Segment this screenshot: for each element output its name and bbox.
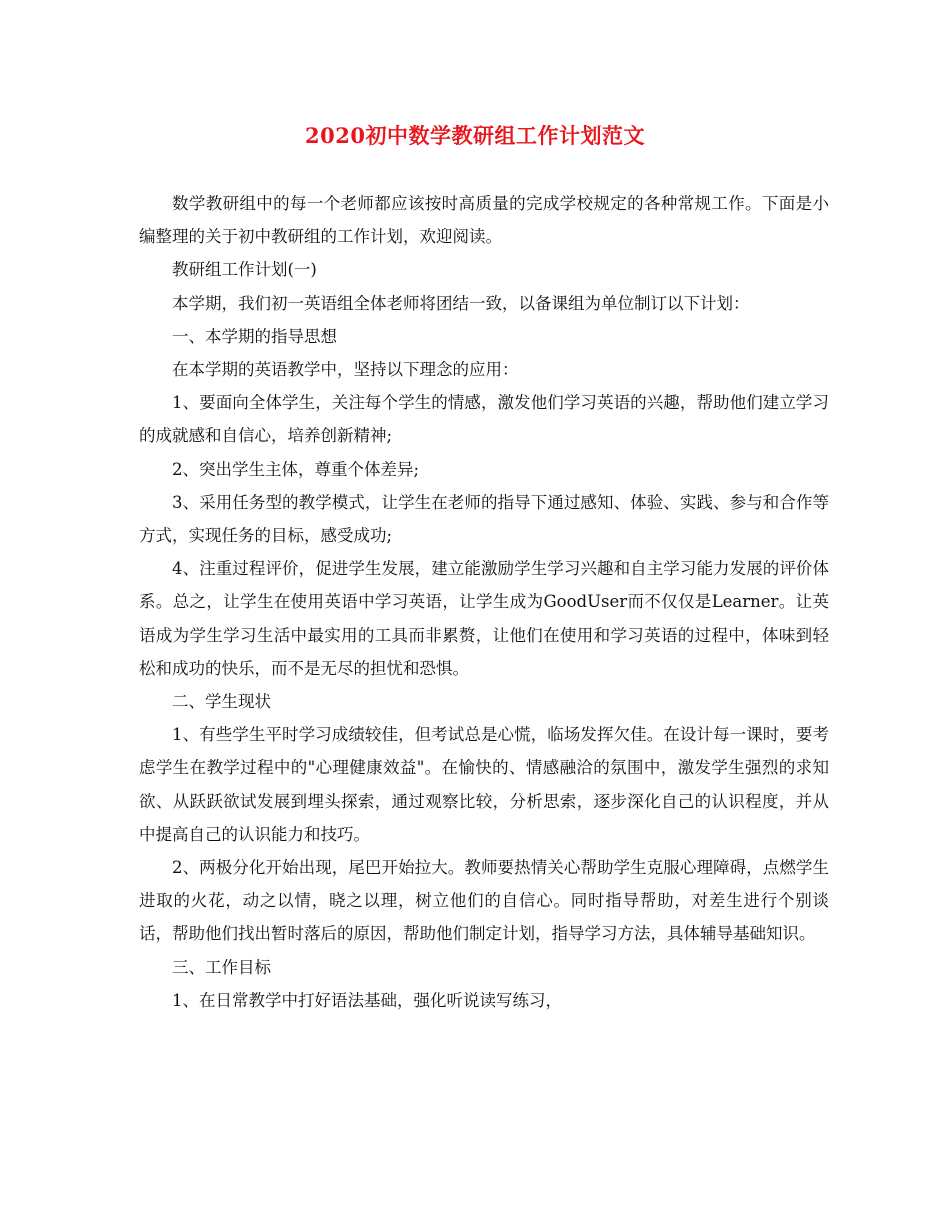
list-item: 2、突出学生主体，尊重个体差异; bbox=[172, 459, 420, 479]
list-item: 1、在日常教学中打好语法基础，强化听说读写练习， bbox=[172, 990, 562, 1010]
list-item: 1、有些学生平时学习成绩较佳，但考试总是心慌，临场发挥欠佳。在设计每一课时，要考虑学生在教学过程中的"心理健康效益"。在愉快的、情感融洽的氛围中，激发学生强烈的求知欲、从跃跃欲试发展到埋头探索，通过观察比较，分析思索，逐步深化自己的认识程度，并从中提高自己的认识能力和技巧。 bbox=[139, 725, 829, 844]
section-heading: 一、本学期的指导思想 bbox=[172, 326, 337, 346]
paragraph: 数学教研组中的每一个老师都应该按时高质量的完成学校规定的各种常规工作。下面是小编整理的关于初中教研组的工作计划，欢迎阅读。 bbox=[139, 194, 829, 247]
list-item: 2、两极分化开始出现，尾巴开始拉大。教师要热情关心帮助学生克服心理障碍，点燃学生进取的火花，动之以情，晓之以理，树立他们的自信心。同时指导帮助，对差生进行个别谈话，帮助他们找出暂时落后的原因，帮助他们制定计划，指导学习方法，具体辅导基础知识。 bbox=[139, 858, 829, 944]
section-heading: 二、学生现状 bbox=[172, 692, 271, 712]
document-title: 2020初中数学教研组工作计划范文 bbox=[305, 123, 645, 148]
list-item: 4、注重过程评价，促进学生发展，建立能激励学生学习兴趣和自主学习能力发展的评价体系。总之，让学生在使用英语中学习英语，让学生成为GoodUser而不仅仅是Learner。让英语成为学生学习生活中最实用的工具而非累赘，让他们在使用和学习英语的过程中，体味到轻松和成功的快乐，而不是无尽的担忧和恐惧。 bbox=[139, 559, 829, 678]
section-heading: 教研组工作计划(一) bbox=[172, 260, 317, 280]
paragraph: 本学期，我们初一英语组全体老师将团结一致，以备课组为单位制订以下计划： bbox=[172, 293, 750, 313]
document-body bbox=[139, 187, 829, 1017]
paragraph: 在本学期的英语教学中，坚持以下理念的应用： bbox=[172, 360, 519, 380]
list-item: 3、采用任务型的教学模式，让学生在老师的指导下通过感知、体验、实践、参与和合作等方式，实现任务的目标，感受成功; bbox=[139, 492, 829, 546]
section-heading: 三、工作目标 bbox=[172, 957, 271, 977]
list-item: 1、要面向全体学生，关注每个学生的情感，激发他们学习英语的兴趣，帮助他们建立学习的成就感和自信心，培养创新精神; bbox=[139, 393, 829, 446]
